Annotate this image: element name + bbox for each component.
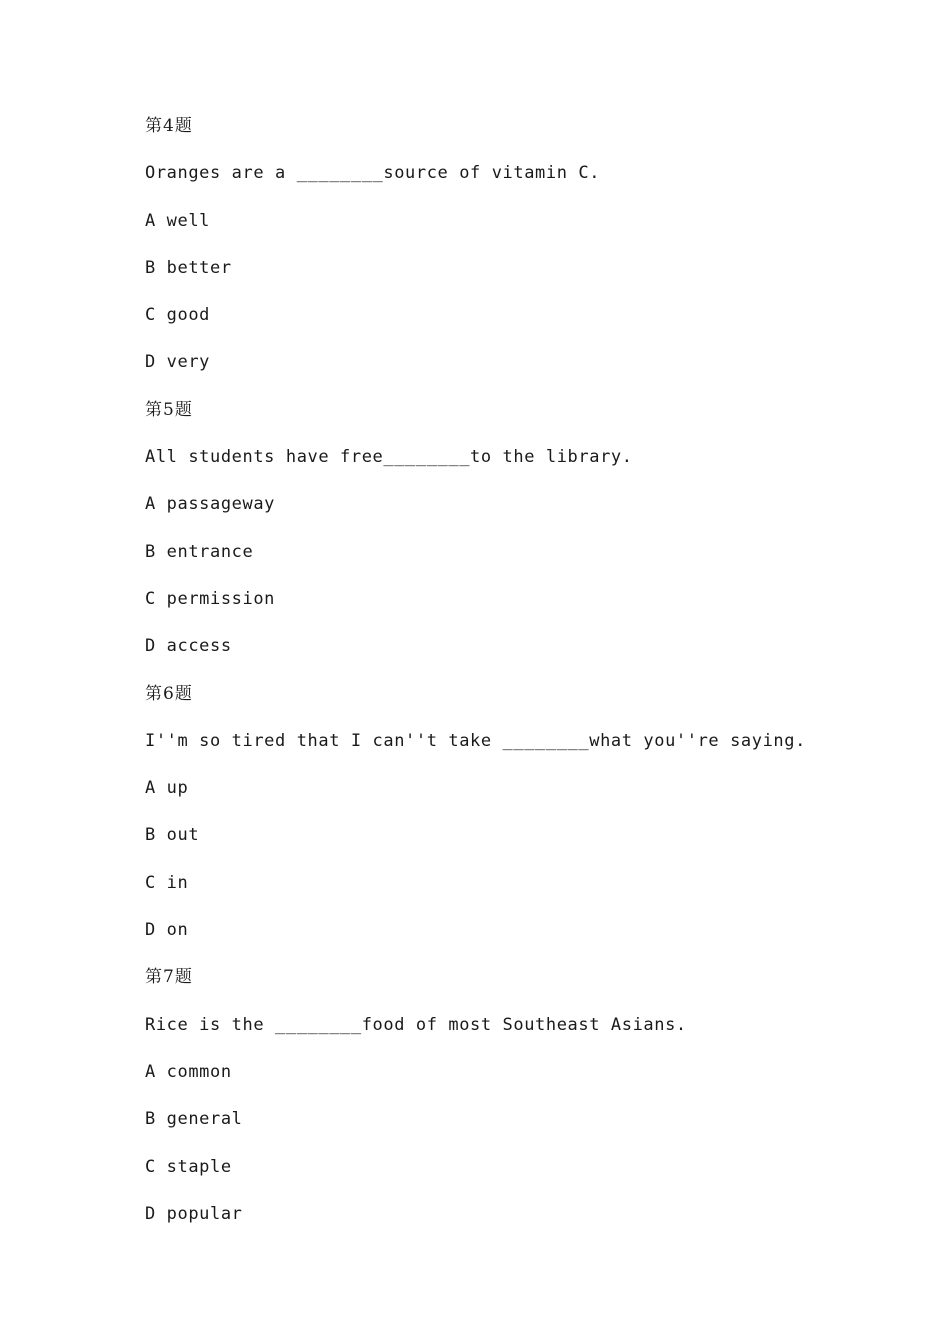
question-block <box>145 954 845 1238</box>
question-block <box>145 387 845 671</box>
question-stem: I''m so tired that I can''t take ________what you''re saying. <box>145 730 806 751</box>
question-stem: All students have free________to the library. <box>145 447 633 468</box>
option-c: C good <box>145 305 211 326</box>
option-c: C staple <box>145 1156 232 1177</box>
question-heading: 第5题 <box>145 399 193 420</box>
option-c: C permission <box>145 588 276 609</box>
option-d: D access <box>145 636 232 657</box>
option-b: B entrance <box>145 541 254 562</box>
question-heading: 第6题 <box>145 683 193 704</box>
option-d: D popular <box>145 1203 243 1224</box>
question-heading: 第4题 <box>145 116 193 136</box>
question-heading: 第7题 <box>145 967 193 988</box>
option-b: B out <box>145 825 200 846</box>
option-a: A passageway <box>145 494 276 515</box>
question-block <box>145 103 845 387</box>
option-d: D on <box>145 920 189 941</box>
option-b: B general <box>145 1109 243 1130</box>
option-a: A well <box>145 210 211 231</box>
question-document <box>145 103 845 1238</box>
option-b: B better <box>145 257 232 278</box>
option-a: A common <box>145 1061 232 1082</box>
option-d: D very <box>145 352 211 373</box>
question-block <box>145 671 845 955</box>
question-stem: Rice is the ________food of most Southeast Asians. <box>145 1014 687 1035</box>
option-c: C in <box>145 872 189 893</box>
question-stem: Oranges are a ________source of vitamin C. <box>145 163 601 184</box>
option-a: A up <box>145 778 189 799</box>
